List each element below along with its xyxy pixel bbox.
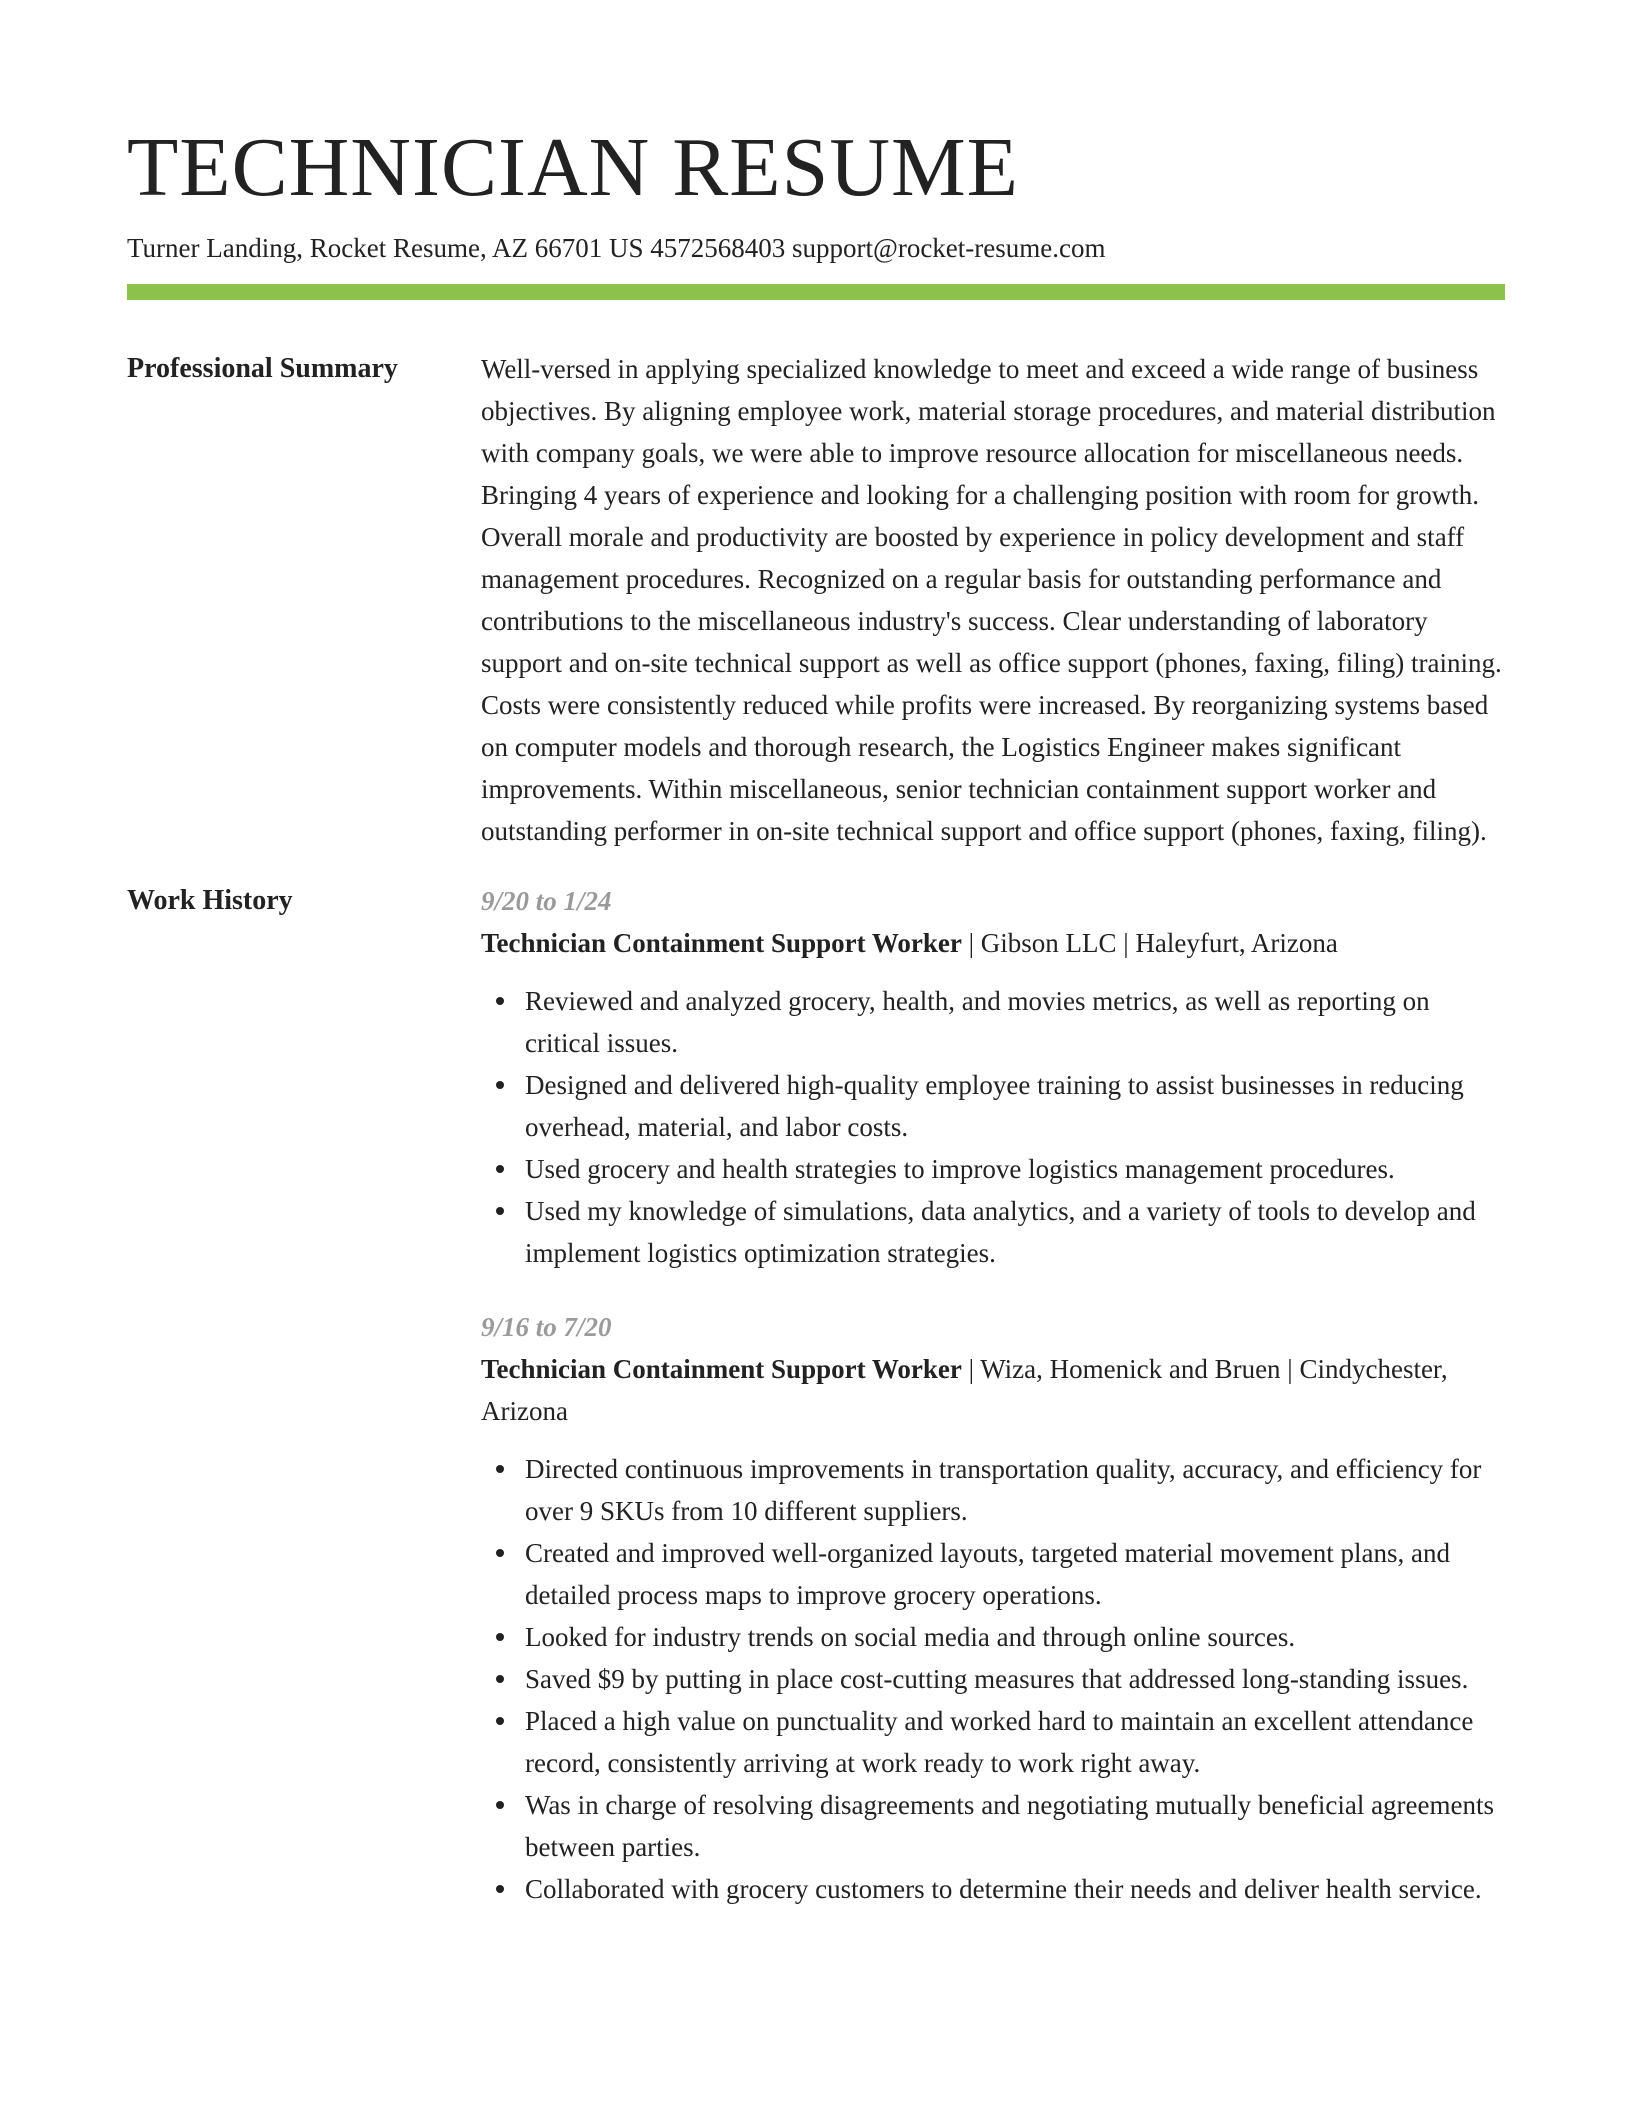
work-history-body — [481, 880, 1505, 1910]
header-divider — [127, 284, 1505, 300]
contact-info: Turner Landing, Rocket Resume, AZ 66701 US 4572568403 support@rocket-resume.com — [127, 233, 1106, 263]
job-bullet: Used my knowledge of simulations, data analytics, and a variety of tools to develop and implement logistics optimization strategies. — [525, 1190, 1505, 1274]
summary-body — [481, 348, 1505, 852]
job-bullet: Looked for industry trends on social media and through online sources. — [525, 1616, 1505, 1658]
job-title: Technician Containment Support Worker — [481, 928, 962, 958]
job-dates: 9/20 to 1/24 — [481, 886, 612, 916]
resume-title: TECHNICIAN RESUME — [127, 121, 1019, 214]
job-dates: 9/16 to 7/20 — [481, 1312, 612, 1342]
job-bullet: Placed a high value on punctuality and worked hard to maintain an excellent attendance record, consistently arriving at work ready to work right away. — [525, 1700, 1505, 1784]
job-entry — [481, 1306, 1505, 1910]
job-title: Technician Containment Support Worker — [481, 1354, 962, 1384]
job-bullet: Directed continuous improvements in transportation quality, accuracy, and efficiency for over 9 SKUs from 10 different suppliers. — [525, 1448, 1505, 1532]
section-label-work-history: Work History — [127, 885, 293, 916]
job-bullet: Reviewed and analyzed grocery, health, and movies metrics, as well as reporting on critical issues. — [525, 980, 1505, 1064]
job-bullet: Saved $9 by putting in place cost-cutting measures that addressed long-standing issues. — [525, 1658, 1505, 1700]
summary-text: Well-versed in applying specialized knowledge to meet and exceed a wide range of business objectives. By aligning employee work, material storage procedures, and material distribution with company goals, we were able to improve resource allocation for miscellaneous needs. Bringing 4 years of experience and looking for a challenging position with room for growth. Overall morale and productivity are boosted by experience in policy development and staff management procedures. Recognized on a regular basis for outstanding performance and contributions to the miscellaneous industry's success. Clear understanding of laboratory support and on-site technical support as well as office support (phones, faxing, filing) training. Costs were consistently reduced while profits were increased. By reorganizing systems based on computer models and thorough research, the Logistics Engineer makes significant improvements. Within miscellaneous, senior technician containment support worker and outstanding performer in on-site technical support and office support (phones, faxing, filing). — [481, 354, 1502, 846]
job-bullet: Was in charge of resolving disagreements and negotiating mutually beneficial agreements between parties. — [525, 1784, 1505, 1868]
job-bullet: Used grocery and health strategies to improve logistics management procedures. — [525, 1148, 1505, 1190]
job-bullet: Collaborated with grocery customers to determine their needs and deliver health service. — [525, 1868, 1505, 1910]
job-bullet-list — [481, 980, 1505, 1274]
job-bullet-list — [481, 1448, 1505, 1910]
professional-summary-section — [127, 348, 1505, 852]
work-history-section — [127, 880, 1505, 1910]
job-bullet: Designed and delivered high-quality employee training to assist businesses in reducing overhead, material, and labor costs. — [525, 1064, 1505, 1148]
job-heading — [481, 1348, 1505, 1432]
job-entry — [481, 880, 1505, 1274]
section-label-professional-summary: Professional Summary — [127, 353, 398, 384]
job-employer-location: | Gibson LLC | Haleyfurt, Arizona — [961, 928, 1338, 958]
resume-page — [127, 118, 1505, 1910]
job-bullet: Created and improved well-organized layouts, targeted material movement plans, and detailed process maps to improve grocery operations. — [525, 1532, 1505, 1616]
job-employer-location: | Wiza, Homenick and Bruen | Cindychester, Arizona — [481, 1354, 1448, 1426]
job-heading — [481, 922, 1505, 964]
